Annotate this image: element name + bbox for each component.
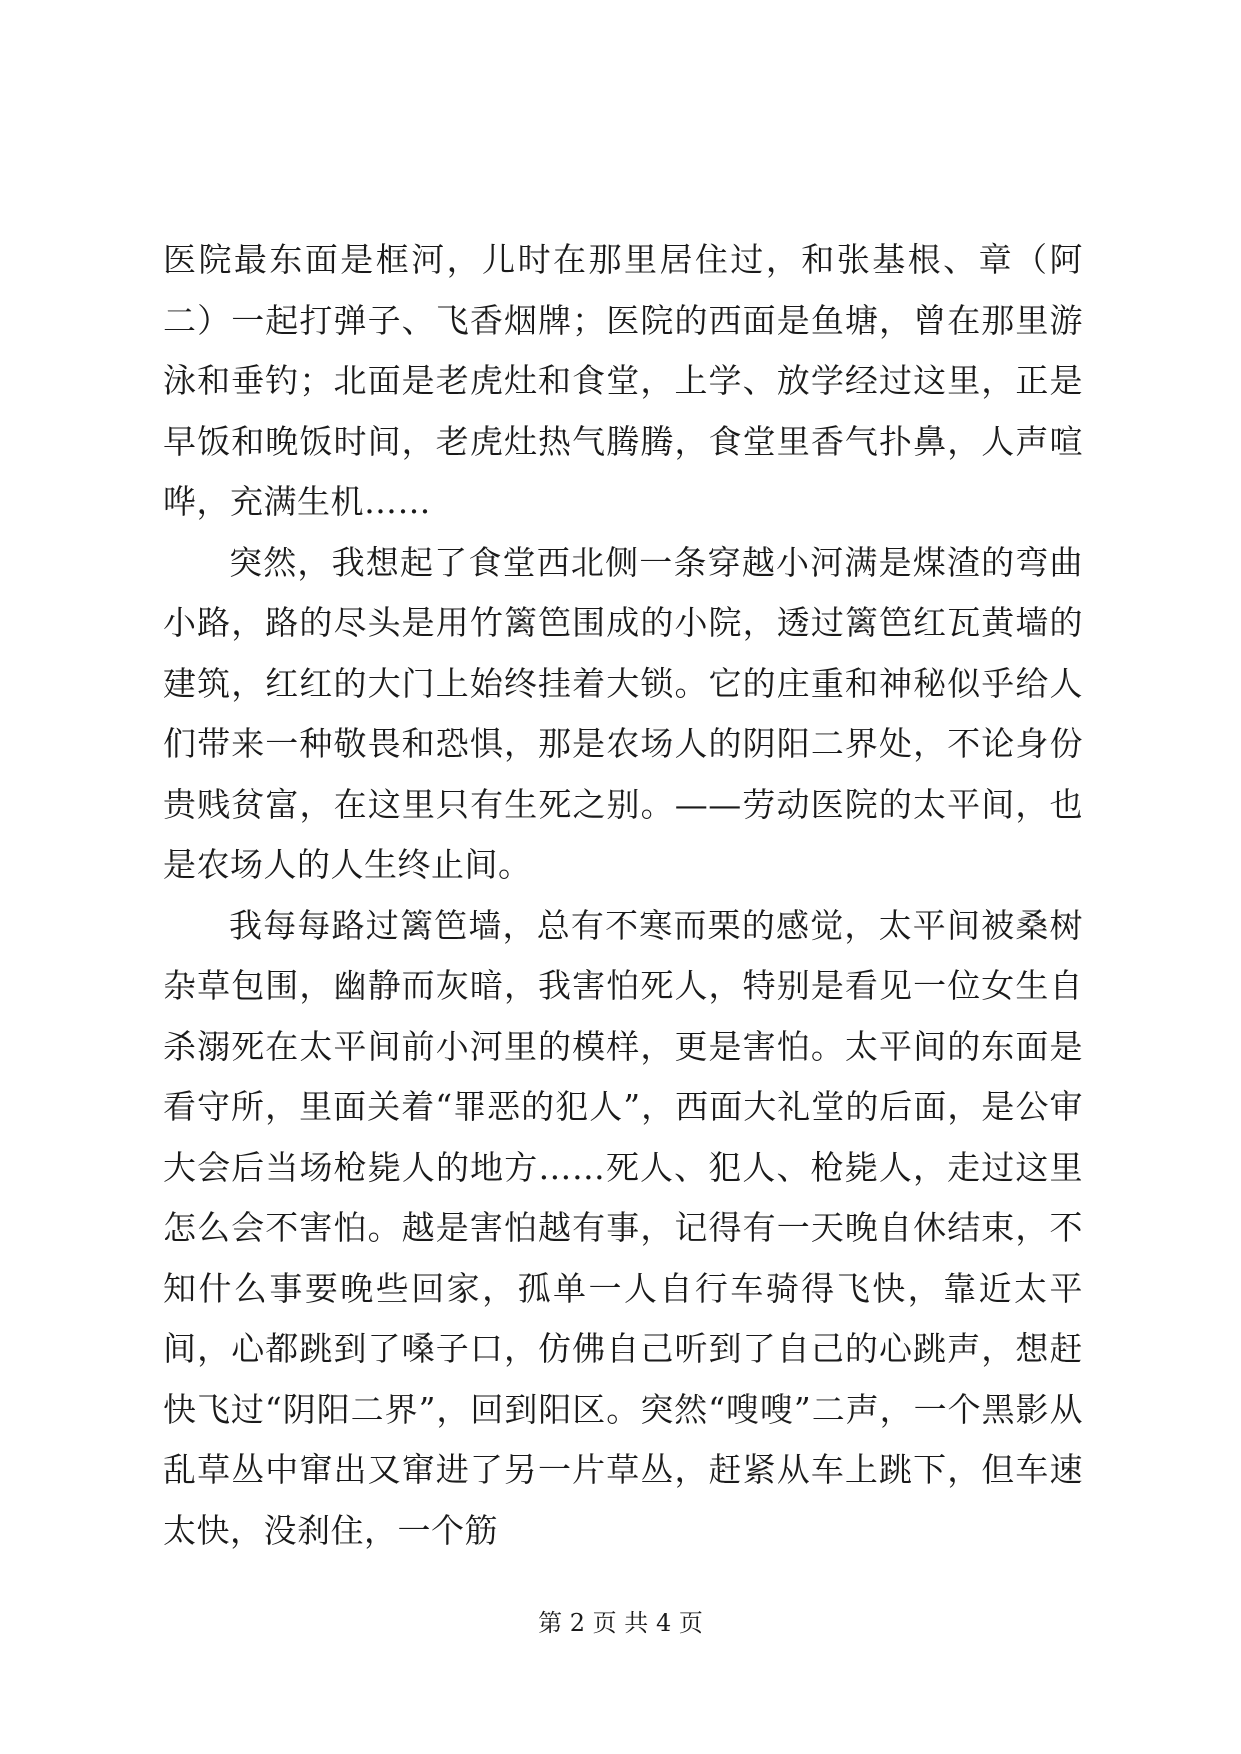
- page-number-footer: 第 2 页 共 4 页: [538, 1609, 703, 1637]
- paragraph-1: 医院最东面是框河，儿时在那里居住过，和张基根、章（阿二）一起打弹子、飞香烟牌；医院的西面是鱼塘，曾在那里游泳和垂钓；北面是老虎灶和食堂，上学、放学经过这里，正是早饭和晚饭时间，老虎灶热气腾腾，食堂里香气扑鼻，人声喧哗，充满生机……: [163, 240, 1083, 521]
- paragraph-3: 我每每路过篱笆墙，总有不寒而栗的感觉，太平间被桑树杂草包围，幽静而灰暗，我害怕死人，特别是看见一位女生自杀溺死在太平间前小河里的模样，更是害怕。太平间的东面是看守所，里面关着“罪恶的犯人”，西面大礼堂的后面，是公审大会后当场枪毙人的地方……死人、犯人、枪毙人，走过这里怎么会不害怕。越是害怕越有事，记得有一天晚自休结束，不知什么事要晚些回家，孤单一人自行车骑得飞快，靠近太平间，心都跳到了嗓子口，仿佛自己听到了自己的心跳声，想赶快飞过“阴阳二界”，回到阳区。突然“嗖嗖”二声，一个黑影从乱草丛中窜出又窜进了另一片草丛，赶紧从车上跳下，但车速太快，没刹住，一个筋: [163, 905, 1083, 1550]
- paragraph-2: 突然，我想起了食堂西北侧一条穿越小河满是煤渣的弯曲小路，路的尽头是用竹篱笆围成的小院，透过篱笆红瓦黄墙的建筑，红红的大门上始终挂着大锁。它的庄重和神秘似乎给人们带来一种敬畏和恐惧，那是农场人的阴阳二界处，不论身份贵贱贫富，在这里只有生死之别。——劳动医院的太平间，也是农场人的人生终止间。: [163, 542, 1083, 884]
- document-body: [163, 230, 1083, 1561]
